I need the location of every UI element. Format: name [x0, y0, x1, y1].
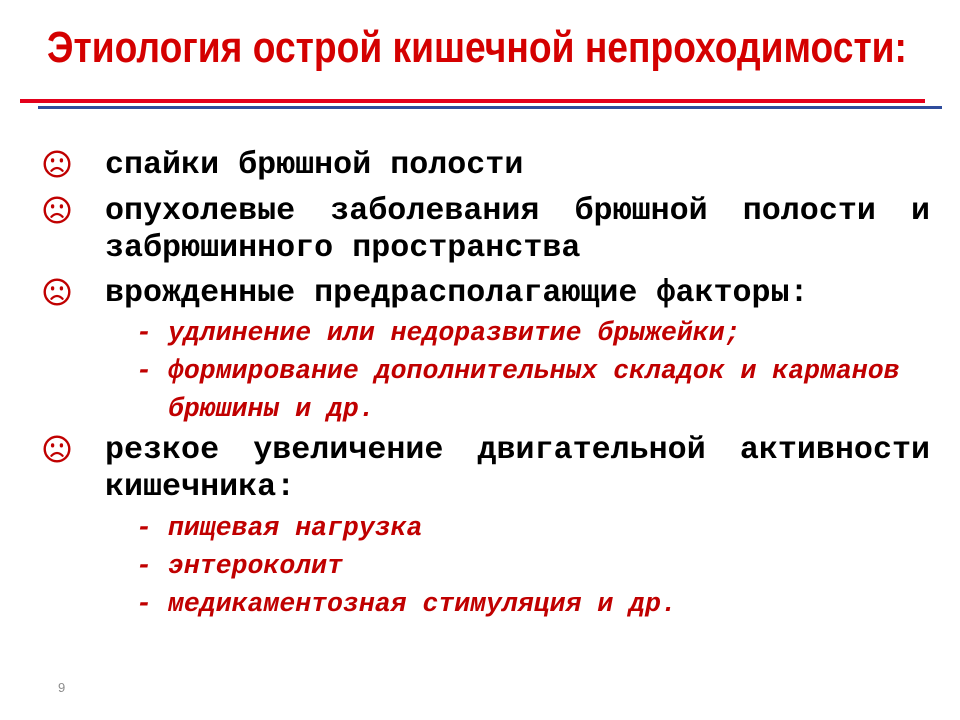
- sub-item-text: пищевая нагрузка: [168, 513, 423, 543]
- slide-title: Этиология острой кишечной непроходимости:: [47, 23, 907, 72]
- sub-item-text: энтероколит: [168, 551, 343, 581]
- sad-face-glyph: [43, 435, 71, 463]
- subcause-enterocolitis: [136, 547, 930, 585]
- sub-marker: -: [136, 513, 152, 543]
- sad-face-shape: [45, 152, 70, 177]
- sad-face-glyph: [43, 278, 71, 306]
- sad-face-glyph: [43, 150, 71, 178]
- sub-item-text: медикаментозная стимуляция и др.: [168, 589, 677, 619]
- sad-face-icon: [43, 278, 71, 306]
- sub-item-text: формирование дополнительных складок и карманов брюшины и др.: [168, 356, 900, 424]
- sad-face-icon: [43, 435, 71, 463]
- cause-congenital-factors: [105, 275, 930, 312]
- bullet-text: опухолевые заболевания брюшной полости и забрюшинного пространства: [105, 193, 930, 266]
- sub-marker: -: [136, 318, 152, 348]
- subcause-drug-stimulation: [136, 585, 930, 623]
- sub-marker: -: [136, 551, 152, 581]
- sub-marker: -: [136, 356, 152, 386]
- subcause-peritoneal-folds: [136, 352, 930, 428]
- cause-tumors: [105, 193, 930, 267]
- cause-increased-motility: [105, 432, 930, 506]
- bullet-text: врожденные предрасполагающие факторы:: [105, 275, 809, 311]
- sad-face-shape: [45, 198, 70, 223]
- sad-face-icon: [43, 150, 71, 178]
- subcause-food-load: [136, 509, 930, 547]
- title-underline-blue: [38, 106, 942, 109]
- title-underline-red: [20, 99, 925, 103]
- cause-adhesions: [105, 147, 930, 184]
- page-number: 9: [58, 680, 66, 695]
- sub-item-text: удлинение или недоразвитие брыжейки;: [168, 318, 741, 348]
- sad-face-shape: [45, 437, 70, 462]
- sad-face-icon: [43, 196, 71, 224]
- sad-face-shape: [45, 280, 70, 305]
- subcause-mesentery: [136, 314, 930, 352]
- sad-face-glyph: [43, 196, 71, 224]
- sub-marker: -: [136, 589, 152, 619]
- bullet-text: резкое увеличение двигательной активности кишечника:: [105, 432, 930, 505]
- bullet-text: спайки брюшной полости: [105, 147, 524, 183]
